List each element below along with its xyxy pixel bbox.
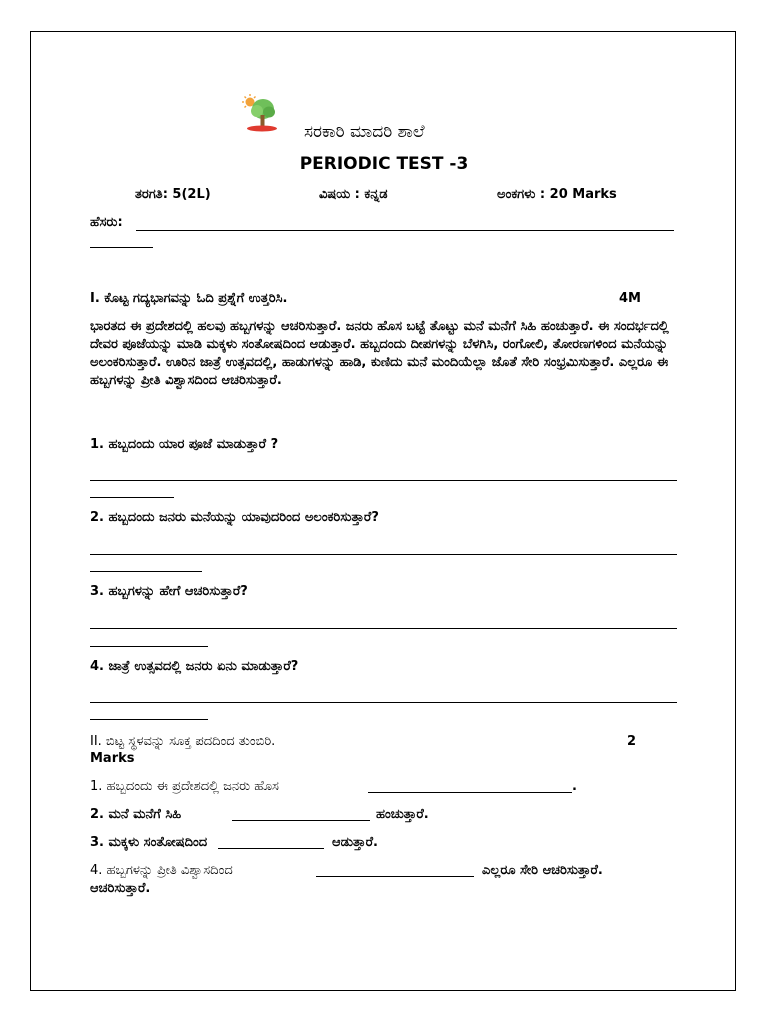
fill-blank-1[interactable]	[368, 792, 572, 793]
fill-item-3-pre: 3. ಮಕ್ಕಳು ಸಂತೋಷದಿಂದ	[90, 835, 208, 850]
test-title: PERIODIC TEST -3	[299, 154, 469, 174]
name-answer-line[interactable]	[136, 230, 674, 231]
name-label: ಹೆಸರು:	[90, 215, 123, 230]
answer-line-1-cont[interactable]	[90, 497, 174, 498]
section-1-heading: I. ಕೊಟ್ಟ ಗದ್ಯಭಾಗವನ್ನು ಓದಿ ಪ್ರಶ್ನೆಗೆ ಉತ್ತರಿಸಿ.	[90, 291, 288, 306]
fill-item-1-post: .	[572, 779, 577, 794]
subject-label: ವಿಷಯ : ಕನ್ನಡ	[319, 187, 388, 202]
fill-item-4-post: ಎಲ್ಲರೂ ಸೇರಿ ಆಚರಿಸುತ್ತಾರೆ.	[482, 863, 603, 878]
marks-label: ಅಂಕಗಳು : 20 Marks	[497, 187, 617, 202]
class-label: ತರಗತಿ: 5(2L)	[135, 187, 211, 202]
fill-blank-4[interactable]	[316, 876, 474, 877]
section-2-heading: II. ಬಿಟ್ಟ ಸ್ಥಳವನ್ನು ಸೂಕ್ತ ಪದದಿಂದ ತುಂಬಿರಿ.	[90, 734, 276, 749]
section-1-marks: 4M	[619, 291, 641, 306]
section-2-marks: 2	[627, 734, 637, 749]
answer-line-4[interactable]	[90, 702, 677, 703]
question-4: 4. ಜಾತ್ರೆ ಉತ್ಸವದಲ್ಲಿ ಜನರು ಏನು ಮಾಡುತ್ತಾರೆ?	[90, 659, 299, 674]
school-name: ಸರಕಾರಿ ಮಾದರಿ ಶಾಲೆ	[304, 122, 425, 142]
fill-item-2-post: ಹಂಚುತ್ತಾರೆ.	[376, 807, 429, 822]
fill-item-1-text	[90, 779, 279, 794]
question-3: 3. ಹಬ್ಬಗಳನ್ನು ಹೇಗೆ ಆಚರಿಸುತ್ತಾರೆ?	[90, 584, 248, 599]
question-2: 2. ಹಬ್ಬದಂದು ಜನರು ಮನೆಯನ್ನು ಯಾವುದರಿಂದ ಅಲಂಕರಿಸುತ್ತಾರೆ?	[90, 510, 379, 525]
fill-item-2-pre: 2. ಮನೆ ಮನೆಗೆ ಸಿಹಿ	[90, 807, 182, 822]
school-logo-icon	[241, 93, 281, 133]
fill-blank-2[interactable]	[232, 820, 370, 821]
fill-item-4-num: 4. ಹಬ್ಬಗಳನ್ನು ಪ್ರೀತಿ ವಿಶ್ವಾಸದಿಂದ	[90, 863, 233, 878]
fill-item-4-pre	[90, 863, 233, 878]
answer-line-4-cont[interactable]	[90, 719, 208, 720]
answer-line-1[interactable]	[90, 480, 677, 481]
answer-line-3[interactable]	[90, 628, 677, 629]
answer-line-2[interactable]	[90, 554, 677, 555]
fill-blank-3[interactable]	[218, 848, 324, 849]
answer-line-2-cont[interactable]	[90, 571, 202, 572]
answer-line-3-cont[interactable]	[90, 646, 208, 647]
section-2-marks-unit: Marks	[90, 751, 135, 766]
fill-item-4-post-cont: ಆಚರಿಸುತ್ತಾರೆ.	[90, 881, 151, 896]
name-answer-line-cont[interactable]	[90, 247, 153, 248]
question-1: 1. ಹಬ್ಬದಂದು ಯಾರ ಪೂಜೆ ಮಾಡುತ್ತಾರೆ ?	[90, 437, 279, 452]
reading-passage: ಭಾರತದ ಈ ಪ್ರದೇಶದಲ್ಲಿ ಹಲವು ಹಬ್ಬಗಳನ್ನು ಆಚರಿಸುತ್ತಾರೆ. ಜನರು ಹೊಸ ಬಟ್ಟೆ ತೊಟ್ಟು ಮನೆ ಮನೆಗೆ ಸಿಹಿ ಹಂಚುತ್ತಾರೆ. ಈ ಸಂದರ್ಭದಲ್ಲಿ ದೇವರ ಪೂಜೆಯನ್ನು ಮಾಡಿ ಮಕ್ಕಳು ಸಂತೋಷದಿಂದ ಆಡುತ್ತಾರೆ. ಹಬ್ಬದಂದು ದೀಪಗಳನ್ನು ಬೆಳಗಿಸಿ, ರಂಗೋಲಿ, ತೋರಣಗಳಿಂದ ಮನೆಯನ್ನು ಅಲಂಕರಿಸುತ್ತಾರೆ. ಊರಿನ ಜಾತ್ರೆ ಉತ್ಸವದಲ್ಲಿ, ಹಾಡುಗಳನ್ನು ಹಾಡಿ, ಕುಣಿದು ಮನೆ ಮಂದಿಯೆಲ್ಲಾ ಜೊತೆ ಸೇರಿ ಸಂಭ್ರಮಿಸುತ್ತಾರೆ. ಎಲ್ಲರೂ ಈ ಹಬ್ಬಗಳನ್ನು ಪ್ರೀತಿ ವಿಶ್ವಾಸದಿಂದ ಆಚರಿಸುತ್ತಾರೆ.	[90, 319, 669, 388]
fill-item-1-pre: 1. ಹಬ್ಬದಂದು ಈ ಪ್ರದೇಶದಲ್ಲಿ ಜನರು ಹೊಸ	[90, 779, 279, 794]
fill-item-3-post: ಆಡುತ್ತಾರೆ.	[332, 835, 378, 850]
